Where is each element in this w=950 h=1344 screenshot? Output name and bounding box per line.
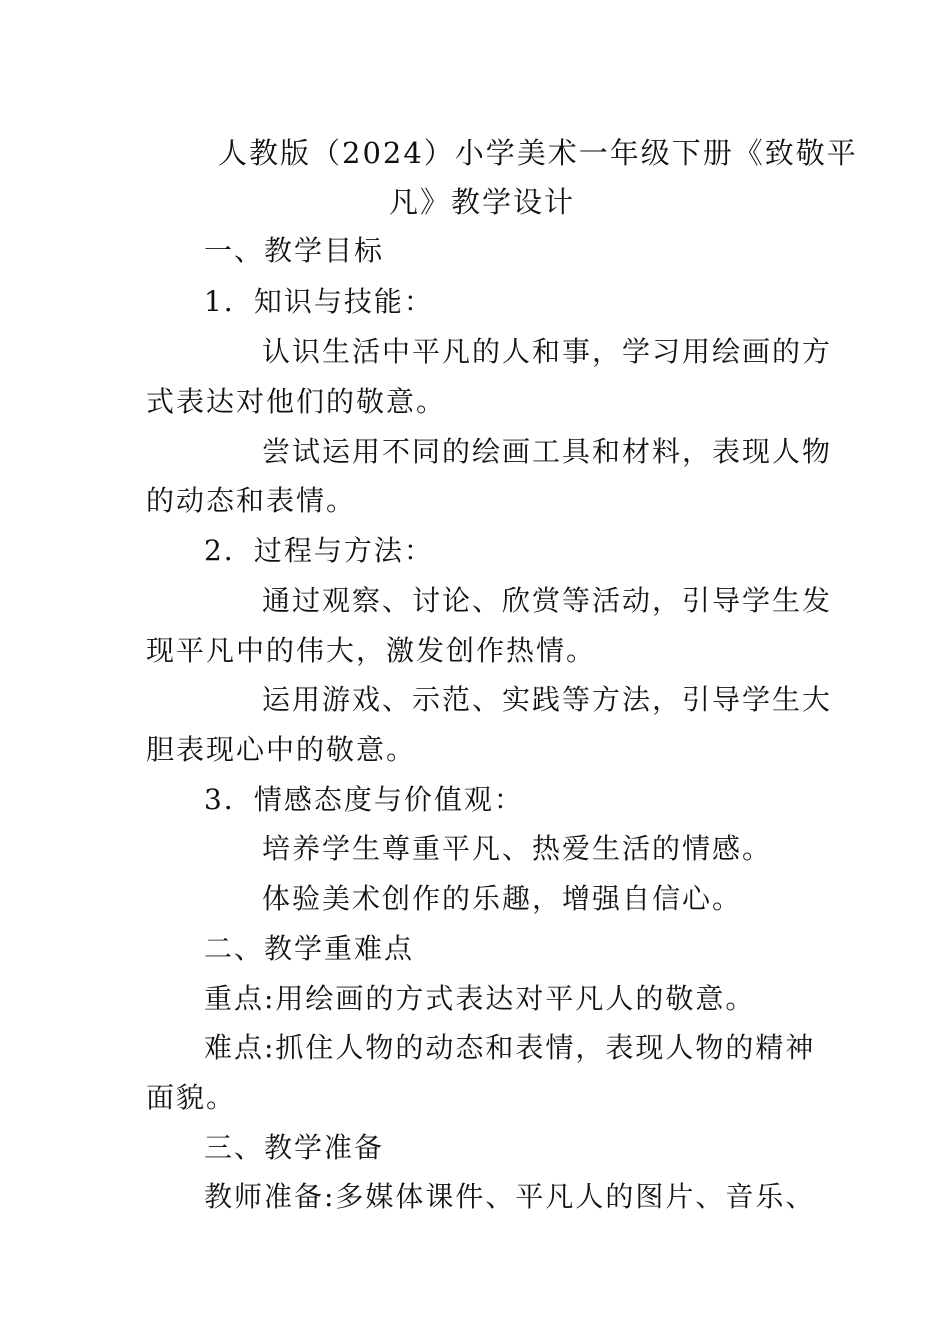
item3-paragraph1: 培养学生尊重平凡、热爱生活的情感。 — [262, 832, 773, 865]
item2-paragraph2-line2: 胆表现心中的敬意。 — [146, 733, 417, 766]
item1-label: 1．知识与技能： — [204, 285, 434, 318]
section3-heading: 三、教学准备 — [204, 1131, 385, 1164]
item3-paragraph2: 体验美术创作的乐趣，增强自信心。 — [262, 882, 743, 915]
item2-paragraph1-line1: 通过观察、讨论、欣赏等活动，引导学生发 — [262, 584, 833, 617]
item2-label: 2．过程与方法： — [204, 534, 434, 567]
teacher-preparation: 教师准备:多媒体课件、平凡人的图片、音乐、 — [204, 1180, 816, 1213]
item2-paragraph1-line2: 现平凡中的伟大，激发创作热情。 — [146, 634, 597, 667]
item1-paragraph1-line1: 认识生活中平凡的人和事，学习用绘画的方 — [262, 335, 833, 368]
difficulty-line1: 难点:抓住人物的动态和表情，表现人物的精神 — [204, 1031, 816, 1064]
focus-point: 重点:用绘画的方式表达对平凡人的敬意。 — [204, 982, 756, 1015]
item1-paragraph1-line2: 式表达对他们的敬意。 — [146, 385, 447, 418]
difficulty-line2: 面貌。 — [146, 1081, 237, 1114]
section1-heading: 一、教学目标 — [204, 234, 385, 267]
item2-paragraph2-line1: 运用游戏、示范、实践等方法，引导学生大 — [262, 683, 833, 716]
document-title-line1: 人教版（2024）小学美术一年级下册《致敬平 — [218, 136, 858, 170]
item1-paragraph2-line2: 的动态和表情。 — [146, 484, 357, 517]
item3-label: 3．情感态度与价值观： — [204, 783, 524, 816]
document-title-line2: 凡》教学设计 — [389, 185, 576, 219]
section2-heading: 二、教学重难点 — [204, 932, 415, 965]
item1-paragraph2-line1: 尝试运用不同的绘画工具和材料，表现人物 — [262, 435, 833, 468]
